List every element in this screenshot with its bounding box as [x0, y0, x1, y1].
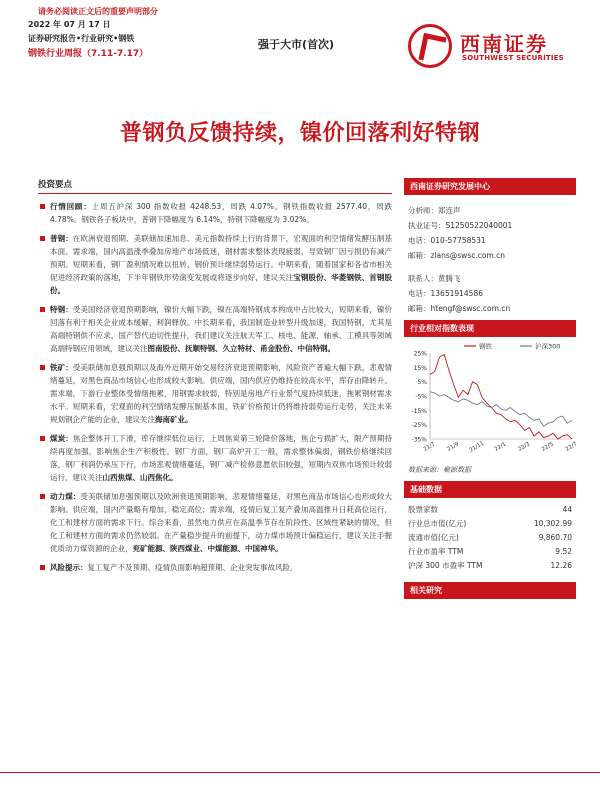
- rating-label: 强于大市(首次): [258, 38, 335, 51]
- bullet-lead: 行情回顾：: [50, 202, 92, 211]
- bullet-lead: 风险提示：: [50, 563, 88, 572]
- bullet-text: 受美联储加息强预期以及欧洲衰退预期影响，悲观情绪蔓延，对黑色商品市场信心也形成较大影响。供应端，国内产量略有增加，稳定高位；需求端，疫情后复工复产叠加高温推升日耗高位运行，化工和建材方面的需求下行。综合来看，虽然电力供应在高温季节存在阶段性、区域性紧缺的情况，但化工和建材方面的需求仍然较弱。在产量稳步提升的前提下，动力煤市场预计偏稳运行，建议关注手握优质动力煤资源的企业，: [50, 492, 393, 553]
- bullet-recommendation: 海南矿业。: [155, 415, 193, 424]
- bullet-recommendation: 兖矿能源、陕西煤业、中煤能源、中国神华。: [132, 544, 283, 553]
- sidebar: [404, 178, 579, 599]
- bullet-lead: 特钢：: [50, 305, 73, 314]
- basic-data-value: 9.52: [555, 546, 572, 556]
- analyst-row: [408, 218, 572, 233]
- report-date: 2022 年 07 月 17 日: [28, 20, 111, 29]
- basic-data-header: 基础数据: [404, 481, 576, 498]
- footer-rule: [0, 772, 600, 773]
- x-tick-label: 21/7: [422, 441, 437, 453]
- basic-data-value: 9,860.70: [538, 532, 572, 542]
- basic-data-value: 44: [562, 504, 572, 514]
- basic-data-row: [404, 558, 576, 572]
- y-tick-label: 15%: [413, 364, 427, 372]
- bullet-recommendation: 山西焦煤、山西焦化。: [102, 473, 178, 482]
- analyst-row: [408, 233, 572, 248]
- basic-data-value: 12.26: [550, 560, 572, 570]
- analyst-info: [404, 195, 576, 320]
- x-tick-label: 22/3: [517, 441, 532, 453]
- company-logo: [408, 24, 578, 68]
- bullet-text: 受美联储加息强预期以及海外近期开始交易经济衰退预期影响，风险资产普遍大幅下跌，悲观情绪蔓延，对黑色商品市场信心也形成较大影响。供应端，国内供应仍维持在较高水平，库存由降转升。需求端，下游行业整体受情绪拖累，用钢需求较弱，特别是房地产行业景气度持续低迷，拖累钢材需求水平。短期来看，宏观面的利空情绪发酵压制基本面，铁矿价格预计仍将维持弱势运行走势，关注未来规划钢企产能的企业，建议关注: [50, 363, 393, 424]
- basic-data-row: [404, 544, 576, 558]
- x-tick-label: 21/9: [446, 441, 461, 453]
- legend-label: 沪深300: [535, 342, 561, 351]
- basic-data-label: 行业市盈率 TTM: [408, 546, 464, 556]
- report-meta: [28, 18, 148, 61]
- bullet-lead: 动力煤：: [50, 492, 81, 501]
- analyst-section-header: 西南证券研究发展中心: [404, 178, 576, 195]
- summary-bullet: [38, 432, 392, 484]
- chart-svg: [404, 339, 579, 459]
- relative-index-chart: [404, 339, 579, 459]
- summary-bullet: [38, 561, 392, 574]
- summary-bullet: [38, 490, 392, 555]
- related-research-header: 相关研究: [404, 582, 576, 599]
- analyst-value: zlans@swsc.com.cn: [430, 251, 506, 260]
- y-tick-label: 5%: [417, 379, 427, 387]
- chart-section-header: 行业相对指数表现: [404, 320, 576, 337]
- basic-data-label: 流通市值(亿元): [408, 532, 459, 542]
- analyst-label: 执业证号：: [408, 221, 446, 230]
- basic-data-table: [404, 502, 576, 572]
- summary-bullets: [38, 200, 392, 574]
- analyst-value: 郑连声: [438, 206, 461, 215]
- analyst-label: 邮箱：: [408, 251, 431, 260]
- x-tick-label: 22/7: [564, 441, 579, 453]
- summary-bullet: [38, 200, 392, 226]
- bullet-recommendation: 宝钢股份、华菱钢铁、首钢股份。: [50, 273, 393, 295]
- bullet-lead: 煤炭：: [50, 434, 73, 443]
- basic-data-label: 行业总市值(亿元): [408, 518, 467, 528]
- summary-bullet: [38, 232, 392, 297]
- basic-data-value: 10,302.99: [533, 518, 572, 528]
- analyst-label: 邮箱：: [408, 304, 431, 313]
- bullet-text: 上周五沪深 300 指数收报 4248.53，周跌 4.07%。钢铁指数收报 2577.40，周跌 4.78%。钢铁各子板块中，普钢下降幅度为 6.14%，特钢下降幅度为 3.02%。: [50, 202, 392, 224]
- analyst-row: [408, 263, 572, 271]
- basic-data-row: [404, 530, 576, 544]
- report-category: 证券研究报告•行业研究•钢铁: [28, 34, 135, 43]
- x-tick-label: 22/5: [540, 441, 555, 453]
- logo-emblem-icon: [408, 24, 452, 68]
- analyst-value: 010-57758531: [430, 236, 486, 245]
- analyst-label: 电话：: [408, 236, 431, 245]
- chart-source: 数据来源：聚源数据: [408, 466, 471, 474]
- y-tick-label: -15%: [411, 407, 427, 415]
- legend-label: 钢铁: [479, 342, 492, 351]
- report-title: 普钢负反馈持续，镍价回落利好特钢: [119, 121, 480, 146]
- analyst-row: [408, 271, 572, 286]
- bullet-text: 在欧洲衰退预期、美联储加速加息、美元指数持续上行的背景下，宏观面的利空情绪发酵压制基本面。需求端，国内高温涨季叠加房地产市场低迷，钢材需求整体表现疲弱，导致钢厂因亏损仍有减产预期。短期来看，钢厂盈利情况难以扭转，钢价预计继续弱势运行。中期来看，随着国家和各省市相关促进经济政策的落地，下半年钢铁形势演变发展或将逐步向好，建议关注: [50, 234, 393, 282]
- bullet-recommendation: 图南股份、抚顺特钢、久立特材、甬金股份、中信特钢。: [147, 344, 335, 353]
- analyst-value: 黄腾飞: [438, 274, 461, 283]
- analyst-label: 电话：: [408, 289, 431, 298]
- analyst-row: [408, 203, 572, 218]
- footer-disclaimer: 请务必阅读正文后的重要声明部分: [38, 7, 158, 16]
- x-tick-label: 22/1: [493, 441, 508, 453]
- summary-bullet: [38, 361, 392, 426]
- report-series: 钢铁行业周报（7.11-7.17）: [28, 49, 149, 59]
- basic-data-label: 沪深 300 市盈率 TTM: [408, 560, 483, 570]
- summary-heading: 投资要点: [38, 178, 392, 194]
- basic-data-label: 股票家数: [408, 504, 438, 514]
- analyst-value: 13651914586: [430, 289, 483, 298]
- analyst-row: [408, 248, 572, 263]
- y-tick-label: -5%: [415, 393, 427, 401]
- analyst-label: 分析师：: [408, 206, 438, 215]
- analyst-row: [408, 301, 572, 316]
- bullet-lead: 铁矿：: [50, 363, 73, 372]
- series-line-steel: [430, 354, 572, 439]
- y-tick-label: 25%: [413, 350, 427, 358]
- analyst-value: htengf@swsc.com.cn: [430, 304, 511, 313]
- bullet-text: 焦企整体开工下滑，库存继续低位运行，上周焦炭第三轮降价落地，焦企亏损扩大，限产预期持续再度加强，影响焦企生产积极性。钢厂方面，钢厂高炉开工一般，需求整体偏弱，钢铁价格继续回落，钢厂利润仍承压下行，市场悲观情绪蔓延，钢厂减产检修意愿依旧较强，短期内双焦市场预计较弱运行，建议关注: [50, 434, 393, 482]
- investment-summary: [38, 178, 392, 580]
- series-line-hs300: [430, 392, 572, 426]
- basic-data-row: [404, 502, 576, 516]
- bullet-lead: 普钢：: [50, 234, 73, 243]
- bullet-text: 复工复产不及预期、疫情负面影响超预期、企业突发事故风险。: [87, 563, 298, 572]
- bullet-text: 受美国经济衰退预期影响，镍价大幅下跌，镍在高端特钢成本构成中占比较大，短期来看，镍价回落有利于相关企业成本缓解，利润释放。中长期来看，我国制造业转型升级加速，我国特钢，尤其是高端特钢供不应求，国产替代迫切性提升，我们建议关注航天军工、核电、能源、轴承、工模具等领域高端特钢应用领域，建议关注: [50, 305, 393, 353]
- basic-data-row: [404, 516, 576, 530]
- summary-bullet: [38, 303, 392, 355]
- x-tick-label: 21/11: [468, 440, 486, 454]
- analyst-value: S1250522040001: [445, 221, 513, 230]
- y-tick-label: -25%: [411, 422, 427, 430]
- logo-text-en: SOUTHWEST SECURITIES: [462, 54, 564, 62]
- analyst-label: 联系人：: [408, 274, 438, 283]
- y-tick-label: -35%: [411, 436, 427, 444]
- analyst-row: [408, 286, 572, 301]
- logo-text-cn: 西南证券: [460, 32, 548, 56]
